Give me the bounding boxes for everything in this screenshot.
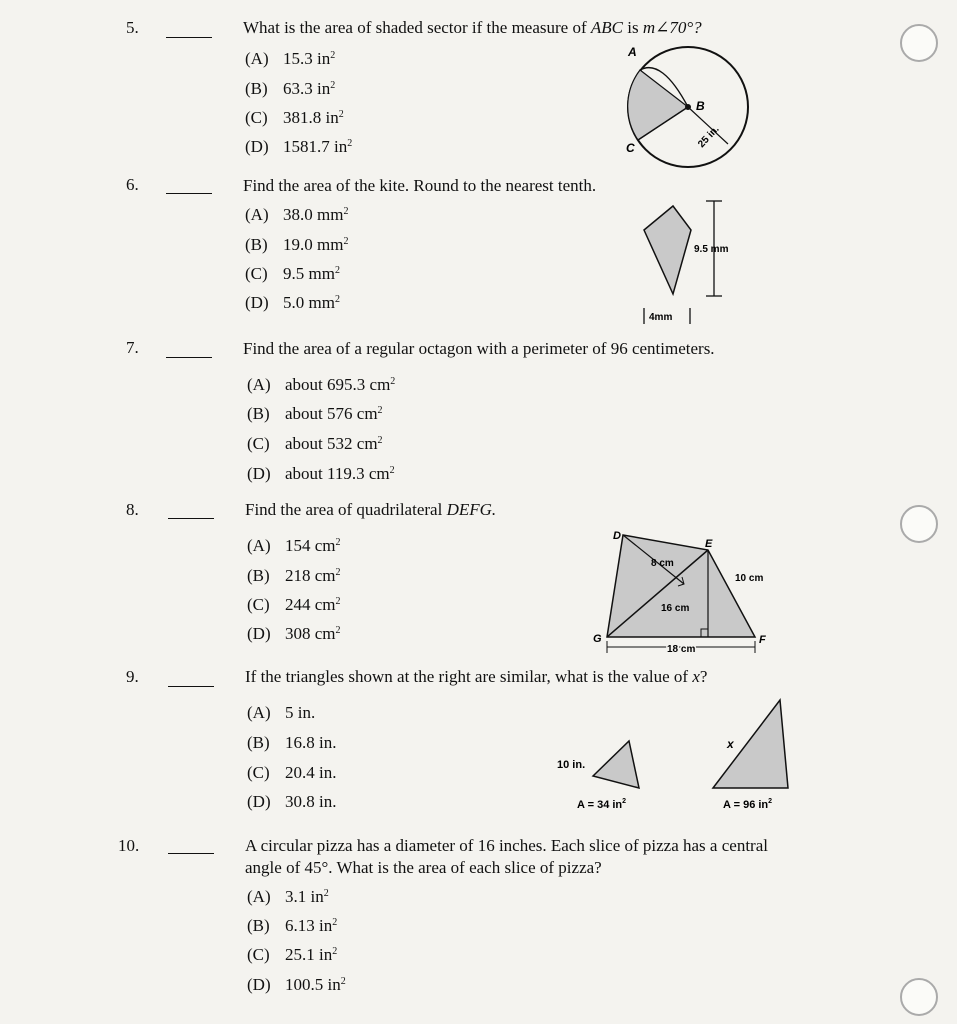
- choice-c[interactable]: (C) 244 $cm^2$: [247, 595, 341, 614]
- answer-blank[interactable]: [168, 686, 214, 687]
- choice-b[interactable]: (B) 218 $cm^2$: [247, 566, 341, 585]
- choice-b[interactable]: (B) 16.8 in.: [247, 733, 337, 752]
- shaded-sector: [628, 70, 688, 140]
- binder-hole-bottom: [900, 978, 938, 1016]
- choice-a[interactable]: (A) 3.1 $in^2$: [247, 887, 329, 906]
- choice-b[interactable]: (B) about 576 $cm^2$: [247, 404, 383, 423]
- choice-c[interactable]: (C) 381.8 $in^2$: [245, 108, 344, 127]
- question-number: 5.: [126, 18, 139, 37]
- kite-shape: [644, 206, 691, 294]
- answer-blank[interactable]: [166, 357, 212, 358]
- answer-blank[interactable]: [168, 853, 214, 854]
- choice-d[interactable]: (D) 308 $cm^2$: [247, 624, 341, 643]
- point-c-label: C: [626, 141, 635, 155]
- circle-sector-figure: [610, 40, 760, 180]
- length-8cm-label: 8 cm: [651, 558, 674, 569]
- point-g-label: G: [593, 633, 602, 645]
- point-b-label: B: [696, 99, 705, 113]
- length-16cm-label: 16 cm: [661, 603, 690, 614]
- answer-blank[interactable]: [168, 518, 214, 519]
- choice-a[interactable]: (A) 38.0 $mm^2$: [245, 205, 349, 224]
- choice-a[interactable]: (A) 15.3 $in^2$: [245, 49, 336, 68]
- question-number: 8.: [126, 500, 139, 519]
- question-text: If the triangles shown at the right are similar, what is the value of x?: [245, 667, 708, 686]
- binder-hole-middle: [900, 505, 938, 543]
- small-area-label: A = 34 $in^2$: [577, 798, 627, 811]
- choice-d[interactable]: (D) 100.5 $in^2$: [247, 975, 346, 994]
- point-a-label: A: [628, 45, 637, 59]
- choice-c[interactable]: (C) about 532 $cm^2$: [247, 434, 383, 453]
- question-text: Find the area of the kite. Round to the nearest tenth.: [243, 176, 597, 195]
- point-e-label: E: [705, 538, 713, 550]
- large-side-label: x: [727, 737, 734, 751]
- radius-label: 25 in.: [696, 123, 722, 151]
- question-text: Find the area of quadrilateral DEFG.: [245, 500, 497, 519]
- question-text: What is the area of shaded sector if the measure of ABC is m∠70°?: [243, 18, 702, 37]
- choice-a[interactable]: (A) 154 $cm^2$: [247, 536, 341, 555]
- question-text: Find the area of a regular octagon with a perimeter of 96 centimeters.: [243, 339, 715, 358]
- kite-figure: [636, 194, 746, 329]
- choice-d[interactable]: (D) about 119.3 $cm^2$: [247, 464, 395, 483]
- choice-b[interactable]: (B) 6.13 $in^2$: [247, 916, 338, 935]
- similar-triangles-figure: [555, 688, 815, 818]
- large-triangle: [713, 700, 788, 788]
- width-label: 4mm: [649, 312, 673, 323]
- answer-blank[interactable]: [166, 37, 212, 38]
- center-point: [685, 104, 691, 110]
- quadrilateral-defg: [607, 535, 755, 637]
- question-text-line-2: angle of 45°. What is the area of each slice of pizza?: [245, 858, 602, 877]
- small-side-label: 10 in.: [557, 759, 586, 771]
- question-text-line-1: A circular pizza has a diameter of 16 inches. Each slice of pizza has a central: [245, 836, 768, 855]
- quadrilateral-figure: [585, 525, 785, 660]
- choice-c[interactable]: (C) 25.1 $in^2$: [247, 945, 338, 964]
- question-number: 7.: [126, 338, 139, 357]
- question-number: 6.: [126, 175, 139, 194]
- height-label: 9.5 mm: [694, 244, 729, 255]
- choice-b[interactable]: (B) 63.3 $in^2$: [245, 79, 336, 98]
- question-number: 10.: [118, 836, 140, 855]
- choice-d[interactable]: (D) 5.0 $mm^2$: [245, 293, 340, 312]
- answer-blank[interactable]: [166, 193, 212, 194]
- small-triangle: [593, 741, 639, 788]
- choice-c[interactable]: (C) 20.4 in.: [247, 763, 337, 782]
- choice-c[interactable]: (C) 9.5 $mm^2$: [245, 264, 340, 283]
- large-area-label: A = 96 $in^2$: [723, 798, 773, 811]
- point-d-label: D: [613, 530, 621, 542]
- length-10cm-label: 10 cm: [735, 573, 764, 584]
- choice-a[interactable]: (A) about 695.3 $cm^2$: [247, 375, 396, 394]
- point-f-label: F: [759, 634, 766, 646]
- choice-d[interactable]: (D) 30.8 in.: [247, 792, 337, 811]
- choice-b[interactable]: (B) 19.0 $mm^2$: [245, 235, 349, 254]
- choice-d[interactable]: (D) 1581.7 $in^2$: [245, 137, 353, 156]
- length-18cm-label: 18 cm: [667, 644, 696, 655]
- binder-hole-top: [900, 24, 938, 62]
- choice-a[interactable]: (A) 5 in.: [247, 703, 316, 722]
- question-number: 9.: [126, 667, 139, 686]
